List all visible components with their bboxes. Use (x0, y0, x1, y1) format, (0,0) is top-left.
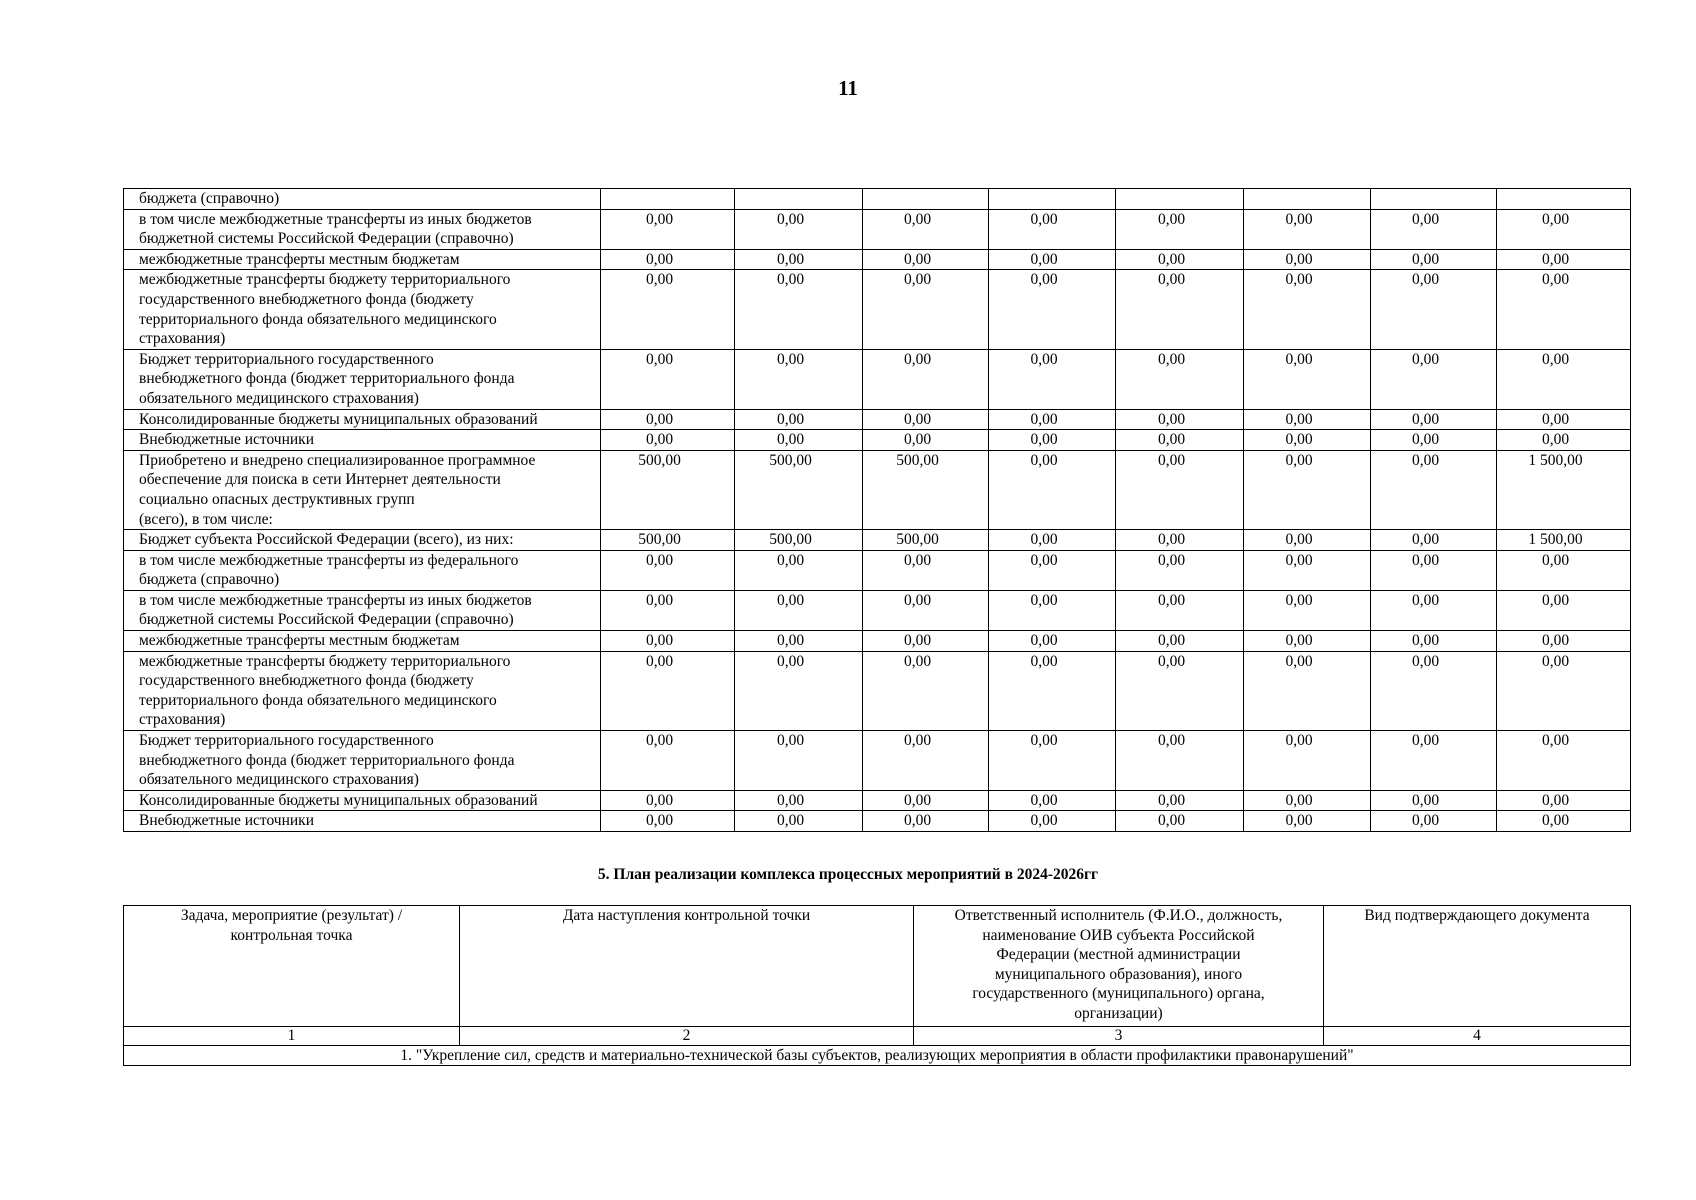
finance-row (124, 651, 1631, 730)
finance-value-cell: 0,00 (1371, 651, 1497, 730)
finance-value-cell: 0,00 (1116, 731, 1244, 791)
finance-row-label-line: в том числе межбюджетные трансферты из федерального (139, 551, 519, 569)
finance-value-cell: 0,00 (1244, 270, 1371, 349)
finance-value-cell: 500,00 (863, 450, 989, 529)
finance-value-cell: 0,00 (1116, 631, 1244, 652)
finance-value-cell: 0,00 (863, 550, 989, 590)
finance-value-cell: 0,00 (1116, 550, 1244, 590)
finance-row (124, 550, 1631, 590)
plan-task-title: 1. "Укрепление сил, средств и материально-технической базы субъектов, реализующих мероприятия в области профилактики правонарушений" (124, 1046, 1631, 1066)
finance-row-label (124, 590, 601, 630)
finance-value-cell: 0,00 (735, 731, 863, 791)
finance-row-label-line: Консолидированные бюджеты муниципальных образований (139, 410, 538, 428)
finance-row-label-line: в том числе межбюджетные трансферты из иных бюджетов (139, 591, 532, 609)
finance-value-cell (735, 189, 863, 210)
finance-value-cell (1116, 189, 1244, 210)
finance-value-cell: 0,00 (735, 651, 863, 730)
finance-value-cell: 0,00 (1244, 731, 1371, 791)
finance-value-cell: 1 500,00 (1497, 530, 1631, 551)
finance-value-cell: 0,00 (989, 651, 1116, 730)
finance-value-cell: 0,00 (601, 349, 735, 409)
finance-value-cell: 0,00 (601, 270, 735, 349)
finance-row-label-line: обеспечение для поиска в сети Интернет деятельности (139, 471, 501, 489)
plan-table (123, 905, 1631, 1066)
finance-row-label-line: бюджета (справочно) (139, 571, 280, 589)
finance-row (124, 530, 1631, 551)
finance-value-cell: 0,00 (1497, 209, 1631, 249)
finance-row (124, 270, 1631, 349)
finance-value-cell: 500,00 (601, 450, 735, 529)
finance-row-label-line: страхования) (139, 711, 226, 729)
finance-value-cell: 0,00 (601, 731, 735, 791)
finance-value-cell: 0,00 (1497, 270, 1631, 349)
finance-row (124, 631, 1631, 652)
finance-value-cell: 0,00 (1244, 409, 1371, 430)
finance-row-label-line: государственного внебюджетного фонда (бюджету (139, 290, 474, 308)
finance-row-label-line: в том числе межбюджетные трансферты из иных бюджетов (139, 210, 532, 228)
finance-value-cell: 0,00 (1244, 550, 1371, 590)
finance-value-cell: 0,00 (1371, 270, 1497, 349)
finance-table-body (124, 189, 1631, 832)
finance-value-cell: 0,00 (1371, 249, 1497, 270)
finance-value-cell: 0,00 (989, 349, 1116, 409)
finance-value-cell: 0,00 (735, 349, 863, 409)
plan-task-row (124, 1046, 1631, 1066)
finance-value-cell: 0,00 (1497, 731, 1631, 791)
finance-value-cell: 0,00 (863, 651, 989, 730)
finance-value-cell: 0,00 (1371, 590, 1497, 630)
finance-value-cell: 0,00 (1244, 790, 1371, 811)
finance-value-cell (1244, 189, 1371, 210)
finance-value-cell: 0,00 (735, 270, 863, 349)
finance-value-cell: 0,00 (1371, 811, 1497, 832)
header-line: Ответственный исполнитель (Ф.И.О., должность, (954, 907, 1283, 924)
finance-value-cell: 0,00 (1244, 631, 1371, 652)
page-number: 11 (838, 76, 858, 100)
finance-row-label (124, 731, 601, 791)
finance-row-label (124, 631, 601, 652)
finance-value-cell: 0,00 (1371, 550, 1497, 590)
plan-header-task (124, 906, 460, 1027)
finance-value-cell: 500,00 (601, 530, 735, 551)
finance-row-label-line: бюджетной системы Российской Федерации (справочно) (139, 611, 514, 629)
finance-value-cell: 0,00 (1244, 590, 1371, 630)
finance-row-label (124, 209, 601, 249)
finance-row (124, 209, 1631, 249)
finance-value-cell: 0,00 (1244, 530, 1371, 551)
finance-value-cell: 0,00 (1116, 811, 1244, 832)
finance-value-cell: 0,00 (1371, 731, 1497, 791)
finance-value-cell: 0,00 (989, 631, 1116, 652)
finance-value-cell: 0,00 (1116, 430, 1244, 451)
finance-value-cell (989, 189, 1116, 210)
finance-row-label-line: Приобретено и внедрено специализированное программное (139, 451, 536, 469)
finance-value-cell: 0,00 (1244, 349, 1371, 409)
finance-row-label-line: бюджетной системы Российской Федерации (справочно) (139, 230, 514, 248)
finance-value-cell: 0,00 (1371, 209, 1497, 249)
finance-value-cell: 0,00 (1497, 651, 1631, 730)
finance-row-label (124, 450, 601, 529)
finance-value-cell: 0,00 (1244, 450, 1371, 529)
finance-value-cell: 0,00 (863, 209, 989, 249)
finance-row (124, 430, 1631, 451)
plan-header-document (1324, 906, 1631, 1027)
finance-value-cell: 0,00 (1497, 811, 1631, 832)
finance-row-label-line: страхования) (139, 330, 226, 348)
finance-value-cell: 1 500,00 (1497, 450, 1631, 529)
finance-row-label (124, 189, 601, 210)
finance-value-cell: 0,00 (1116, 651, 1244, 730)
finance-value-cell: 0,00 (1371, 631, 1497, 652)
plan-column-number: 2 (460, 1027, 914, 1046)
finance-row-label-line: обязательного медицинского страхования) (139, 771, 419, 789)
finance-value-cell: 0,00 (1497, 631, 1631, 652)
finance-row-label-line: межбюджетные трансферты бюджету территориального (139, 271, 511, 289)
finance-value-cell: 0,00 (1371, 430, 1497, 451)
header-line: наименование ОИВ субъекта Российской (982, 926, 1255, 944)
plan-column-number: 4 (1324, 1027, 1631, 1046)
finance-row-label (124, 651, 601, 730)
finance-value-cell: 0,00 (1116, 590, 1244, 630)
finance-row (124, 590, 1631, 630)
finance-value-cell (1497, 189, 1631, 210)
finance-table (123, 188, 1631, 832)
finance-row-label-line: территориального фонда обязательного медицинского (139, 691, 497, 709)
finance-row-label (124, 811, 601, 832)
finance-value-cell: 0,00 (1116, 530, 1244, 551)
finance-value-cell: 0,00 (989, 811, 1116, 832)
finance-value-cell: 0,00 (1244, 249, 1371, 270)
finance-value-cell: 0,00 (989, 590, 1116, 630)
finance-value-cell: 0,00 (989, 209, 1116, 249)
finance-row (124, 409, 1631, 430)
finance-value-cell: 0,00 (989, 270, 1116, 349)
header-line: государственного (муниципального) органа, (972, 985, 1265, 1003)
finance-row-label-line: межбюджетные трансферты бюджету территориального (139, 652, 511, 670)
section-title: 5. План реализации комплекса процессных мероприятий в 2024-2026гг (597, 866, 1099, 883)
finance-value-cell: 0,00 (1497, 430, 1631, 451)
finance-value-cell: 0,00 (601, 430, 735, 451)
finance-row (124, 349, 1631, 409)
finance-value-cell: 0,00 (863, 430, 989, 451)
finance-value-cell: 0,00 (1371, 409, 1497, 430)
finance-value-cell: 0,00 (1371, 530, 1497, 551)
header-line: Задача, мероприятие (результат) / (180, 907, 403, 924)
finance-row-label (124, 270, 601, 349)
finance-value-cell: 0,00 (735, 550, 863, 590)
finance-row-label-line: межбюджетные трансферты местным бюджетам (139, 250, 460, 268)
finance-row (124, 450, 1631, 529)
finance-value-cell: 0,00 (1497, 249, 1631, 270)
finance-row-label-line: Внебюджетные источники (139, 431, 315, 449)
finance-value-cell: 500,00 (863, 530, 989, 551)
finance-row (124, 731, 1631, 791)
finance-value-cell: 0,00 (601, 249, 735, 270)
finance-row-label-line: внебюджетного фонда (бюджет территориального фонда (139, 751, 515, 769)
header-line: Вид подтверждающего документа (1364, 907, 1590, 924)
header-line: организации) (1074, 1004, 1163, 1022)
finance-value-cell: 0,00 (1497, 409, 1631, 430)
finance-row-label-line: Бюджет территориального государственного (139, 350, 434, 368)
finance-value-cell: 0,00 (863, 349, 989, 409)
finance-value-cell: 0,00 (601, 790, 735, 811)
finance-value-cell: 0,00 (1244, 209, 1371, 249)
finance-value-cell: 0,00 (863, 249, 989, 270)
plan-header-responsible (914, 906, 1324, 1027)
plan-header-row (124, 906, 1631, 1027)
header-line: контрольная точка (230, 926, 353, 944)
finance-row-label-line: межбюджетные трансферты местным бюджетам (139, 632, 460, 650)
finance-row (124, 189, 1631, 210)
finance-value-cell: 0,00 (863, 631, 989, 652)
finance-value-cell: 500,00 (735, 450, 863, 529)
finance-value-cell: 0,00 (601, 651, 735, 730)
finance-value-cell: 0,00 (863, 790, 989, 811)
finance-value-cell: 0,00 (863, 731, 989, 791)
finance-value-cell: 0,00 (1371, 450, 1497, 529)
finance-value-cell: 0,00 (601, 409, 735, 430)
plan-column-number: 1 (124, 1027, 460, 1046)
finance-row-label-line: государственного внебюджетного фонда (бюджету (139, 672, 474, 690)
finance-value-cell: 0,00 (1371, 790, 1497, 811)
finance-row-label-line: (всего), в том числе: (139, 510, 273, 528)
finance-value-cell: 0,00 (1116, 209, 1244, 249)
plan-header-date (460, 906, 914, 1027)
finance-value-cell: 0,00 (735, 409, 863, 430)
plan-column-numbers-row (124, 1027, 1631, 1046)
finance-row (124, 790, 1631, 811)
finance-value-cell: 0,00 (1116, 450, 1244, 529)
finance-row-label (124, 530, 601, 551)
finance-value-cell: 0,00 (1497, 590, 1631, 630)
finance-value-cell: 0,00 (989, 550, 1116, 590)
finance-row-label-line: Внебюджетные источники (139, 812, 315, 830)
finance-row-label-line: обязательного медицинского страхования) (139, 389, 419, 407)
finance-value-cell: 0,00 (989, 790, 1116, 811)
finance-value-cell: 0,00 (1497, 349, 1631, 409)
finance-value-cell: 0,00 (735, 590, 863, 630)
finance-row-label-line: социально опасных деструктивных групп (139, 490, 415, 508)
finance-value-cell: 0,00 (1116, 270, 1244, 349)
header-line: Федерации (местной администрации (996, 946, 1241, 964)
finance-value-cell: 0,00 (601, 209, 735, 249)
finance-row (124, 249, 1631, 270)
finance-row-label-line: бюджета (справочно) (139, 190, 280, 207)
finance-row-label-line: Консолидированные бюджеты муниципальных образований (139, 791, 538, 809)
finance-value-cell: 0,00 (1116, 409, 1244, 430)
finance-value-cell: 0,00 (735, 811, 863, 832)
finance-value-cell: 0,00 (601, 811, 735, 832)
finance-row-label-line: Бюджет субъекта Российской Федерации (всего), из них: (139, 531, 514, 549)
finance-value-cell: 0,00 (601, 590, 735, 630)
finance-value-cell: 0,00 (735, 209, 863, 249)
header-line: муниципального образования), иного (994, 965, 1243, 983)
finance-value-cell: 0,00 (735, 430, 863, 451)
finance-value-cell (601, 189, 735, 210)
finance-value-cell (863, 189, 989, 210)
finance-value-cell: 0,00 (1244, 811, 1371, 832)
finance-value-cell: 0,00 (735, 790, 863, 811)
finance-value-cell: 0,00 (989, 430, 1116, 451)
finance-value-cell: 0,00 (989, 249, 1116, 270)
finance-value-cell: 0,00 (1116, 790, 1244, 811)
plan-header-responsible-text (916, 906, 1321, 1024)
finance-value-cell: 0,00 (989, 731, 1116, 791)
plan-header-task-text (126, 906, 457, 945)
finance-row-label (124, 249, 601, 270)
finance-value-cell: 0,00 (1116, 349, 1244, 409)
finance-value-cell: 0,00 (863, 409, 989, 430)
finance-value-cell: 0,00 (1497, 790, 1631, 811)
finance-row (124, 811, 1631, 832)
finance-value-cell: 0,00 (989, 530, 1116, 551)
header-line: Дата наступления контрольной точки (562, 907, 811, 924)
finance-value-cell: 0,00 (1497, 550, 1631, 590)
finance-value-cell: 0,00 (735, 631, 863, 652)
plan-column-number: 3 (914, 1027, 1324, 1046)
finance-row-label-line: внебюджетного фонда (бюджет территориального фонда (139, 370, 515, 388)
finance-row-label (124, 550, 601, 590)
finance-value-cell: 0,00 (989, 409, 1116, 430)
finance-value-cell: 0,00 (601, 631, 735, 652)
finance-row-label (124, 790, 601, 811)
finance-value-cell (1371, 189, 1497, 210)
plan-header-date-text (462, 906, 911, 926)
finance-value-cell: 0,00 (1244, 430, 1371, 451)
finance-value-cell: 0,00 (1371, 349, 1497, 409)
finance-value-cell: 0,00 (863, 590, 989, 630)
finance-value-cell: 0,00 (1116, 249, 1244, 270)
finance-row-label (124, 349, 601, 409)
finance-value-cell: 0,00 (863, 811, 989, 832)
finance-row-label-line: территориального фонда обязательного медицинского (139, 310, 497, 328)
finance-value-cell: 500,00 (735, 530, 863, 551)
finance-value-cell: 0,00 (989, 450, 1116, 529)
finance-row-label (124, 430, 601, 451)
finance-value-cell: 0,00 (863, 270, 989, 349)
finance-row-label (124, 409, 601, 430)
plan-header-document-text (1326, 906, 1628, 926)
finance-value-cell: 0,00 (735, 249, 863, 270)
finance-row-label-line: Бюджет территориального государственного (139, 732, 434, 750)
finance-value-cell: 0,00 (601, 550, 735, 590)
finance-value-cell: 0,00 (1244, 651, 1371, 730)
